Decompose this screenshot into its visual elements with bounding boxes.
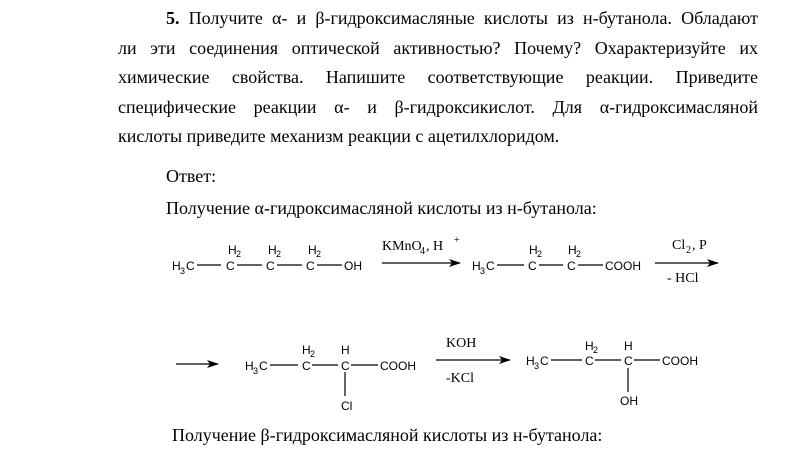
hydroxy-c-1: C [585, 354, 594, 368]
reagent-minus-hcl: - HCl [667, 271, 699, 286]
butanoic-ch3-h: H [472, 259, 481, 273]
butanoic-ch2-h-2: H [568, 243, 577, 257]
chloro-c-1: C [302, 359, 311, 373]
answer-label: Ответ: [166, 166, 217, 186]
butanol-ch2-h-1: H [228, 243, 237, 257]
hydroxy-cooh: COOH [662, 354, 698, 368]
butanoic-c-2: C [567, 259, 576, 273]
butanoic-acid-structure [472, 243, 641, 276]
chloro-cooh: COOH [380, 359, 416, 373]
hydroxy-ch3-h: H [526, 354, 535, 368]
reagent-kmno4-tail: , H [426, 239, 444, 254]
chloro-ch2-h: H [302, 343, 311, 357]
hydroxy-oh: OH [620, 394, 638, 408]
chloro-cl: Cl [341, 399, 353, 413]
task-line-3: химические свойства. Напишите соответствующие реакции. Приведите [118, 67, 758, 88]
butanol-ch2-h-2: H [268, 243, 277, 257]
butanoic-ch3-c: C [486, 259, 495, 273]
reagent-cl2-sub: 2 [686, 245, 691, 256]
reaction-arrow-3 [436, 336, 510, 386]
reagent-cl2-tail: , P [692, 238, 707, 253]
butanoic-ch3-sub: 3 [480, 266, 486, 276]
chloro-c-2: C [341, 359, 350, 373]
reagent-kmno4-sup: + [454, 235, 460, 246]
task-number: 5. [166, 8, 180, 28]
reagent-minus-kcl: -KCl [446, 371, 474, 386]
reaction-arrow-2 [655, 238, 718, 286]
hydroxy-ch3-sub: 3 [534, 361, 540, 371]
task-line-5: кислоты приведите механизм реакции с ацетилхлоридом. [118, 126, 560, 147]
butanoic-ch2-sub-1: 2 [537, 249, 543, 259]
task-line-4: специфические реакции α- и β-гидроксикислот. Для α-гидроксимасляной [118, 96, 758, 117]
butanol-oh: OH [344, 259, 362, 273]
butanoic-ch2-h-1: H [529, 243, 538, 257]
chloro-ch3-sub: 3 [253, 366, 259, 376]
task-line-2: ли эти соединения оптической активностью? Почему? Охарактеризуйте их [118, 37, 758, 58]
chloro-ch2-sub: 2 [310, 349, 316, 359]
reagent-kmno4-sub: 4 [420, 246, 425, 257]
butanol-ch3-c: C [186, 259, 195, 273]
reagent-cl2: Cl [672, 238, 686, 253]
butanol-ch2-sub-2: 2 [276, 249, 282, 259]
butanol-c-2: C [266, 259, 275, 273]
butanoic-c-1: C [528, 259, 537, 273]
butanol-ch2-sub-1: 2 [236, 249, 242, 259]
hydroxy-ch2-sub: 2 [593, 345, 599, 355]
hydroxy-ch2-h: H [585, 339, 594, 353]
task-line-1-text: Получите α- и β-гидроксимасляные кислоты из н-бутанола. Обладают [188, 8, 759, 28]
butanol-ch2-h-3: H [308, 243, 317, 257]
butanol-ch3-h: H [172, 259, 181, 273]
chloro-h: H [341, 343, 350, 357]
hydroxybutanoic-acid-structure [526, 339, 698, 408]
butanol-c-1: C [226, 259, 235, 273]
hydroxy-h: H [624, 339, 633, 353]
chlorobutanoic-acid-structure [245, 343, 416, 413]
butanol-ch3-sub: 3 [180, 266, 186, 276]
butanoic-ch2-sub-2: 2 [576, 249, 582, 259]
reagent-koh: KOH [446, 336, 477, 351]
butanol-structure [172, 243, 362, 276]
heading-alpha: Получение α-гидроксимасляной кислоты из н-бутанола: [166, 198, 597, 218]
butanol-c-3: C [306, 259, 315, 273]
heading-beta: Получение β-гидроксимасляной кислоты из н-бутанола: [172, 425, 603, 445]
chloro-ch3-c: C [259, 359, 268, 373]
butanol-ch2-sub-3: 2 [316, 249, 322, 259]
reaction-arrow-1 [382, 235, 460, 263]
chloro-ch3-h: H [245, 359, 254, 373]
butanoic-cooh: COOH [605, 259, 641, 273]
hydroxy-ch3-c: C [540, 354, 549, 368]
hydroxy-c-2: C [624, 354, 633, 368]
reagent-kmno4: KMnO [382, 239, 422, 254]
